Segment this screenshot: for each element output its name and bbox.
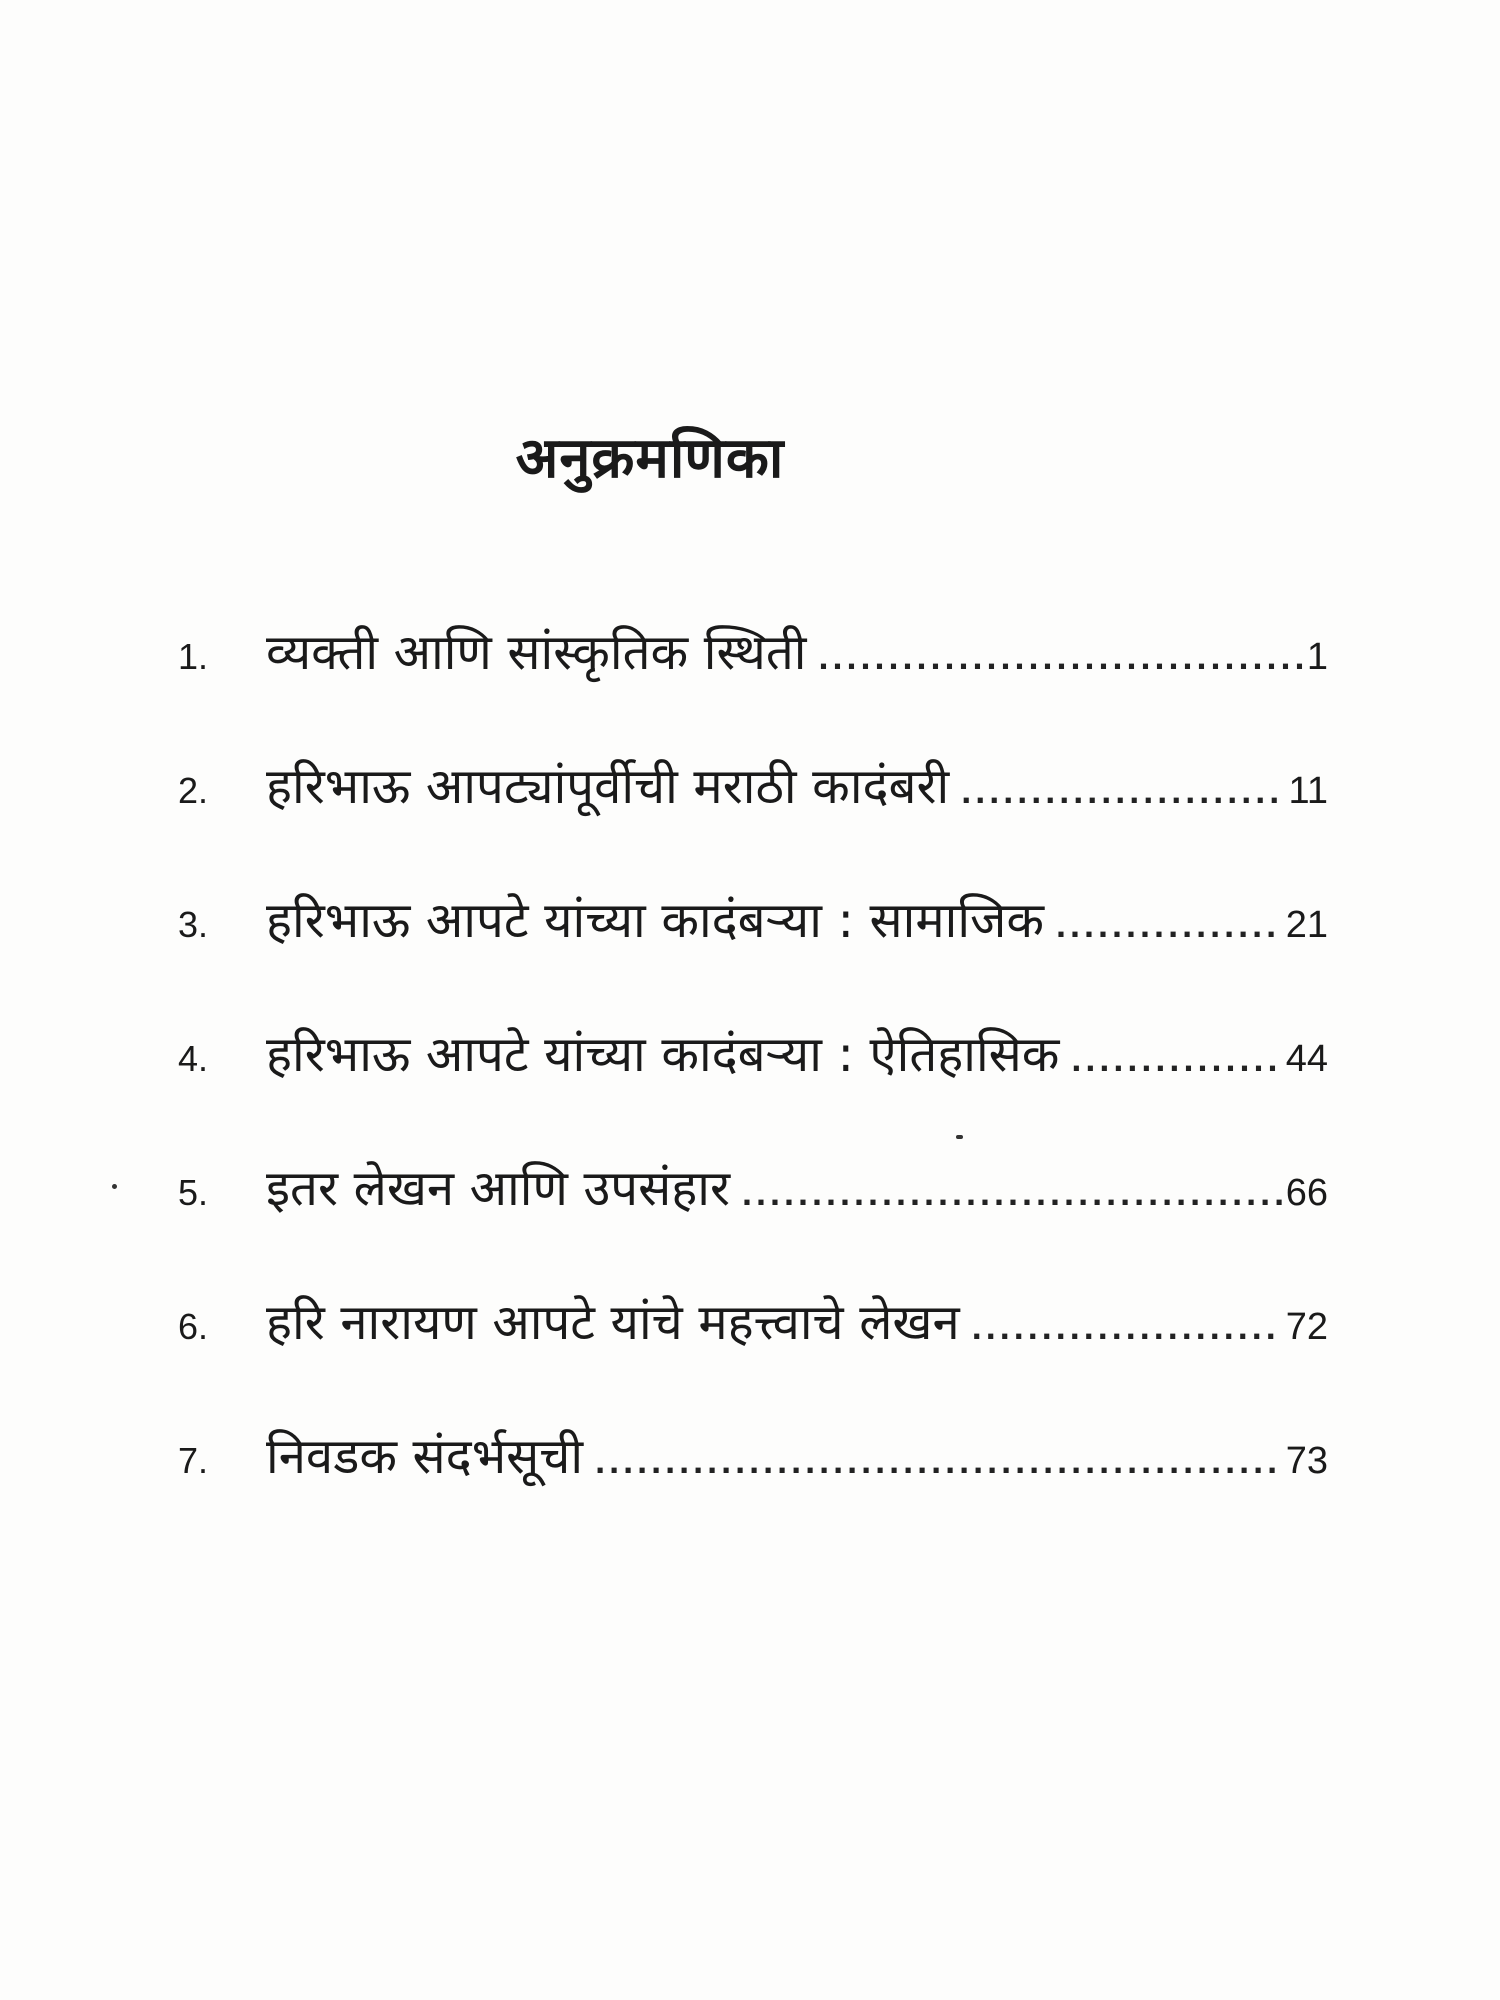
toc-entry-3 — [178, 886, 1328, 1020]
print-speck — [956, 1135, 963, 1139]
entry-page-number: 73 — [1285, 1440, 1328, 1482]
toc-entry-2 — [178, 752, 1328, 886]
entry-page-number: 44 — [1285, 1038, 1328, 1080]
dot-leader — [972, 1306, 1282, 1348]
toc-entry-1 — [178, 618, 1328, 752]
entry-title: हरिभाऊ आपटे यांच्या कादंबऱ्या : ऐतिहासिक — [266, 1026, 1060, 1083]
entry-title: हरि नारायण आपटे यांचे महत्त्वाचे लेखन — [266, 1294, 960, 1351]
entry-number: 6. — [178, 1306, 209, 1347]
table-of-contents — [178, 618, 1328, 1556]
entry-page-number: 72 — [1285, 1306, 1328, 1348]
entry-number: 5. — [178, 1172, 209, 1213]
dot-leader — [818, 636, 1302, 678]
print-speck — [112, 1184, 117, 1189]
dot-leader — [1071, 1038, 1281, 1080]
entry-page-number: 11 — [1288, 770, 1328, 812]
dot-leader — [595, 1440, 1282, 1482]
entry-page-number: 1 — [1306, 636, 1328, 678]
dot-leader — [742, 1172, 1282, 1214]
entry-title: हरिभाऊ आपट्यांपूर्वीची मराठी कादंबरी — [266, 758, 950, 815]
toc-entry-7 — [178, 1422, 1328, 1556]
entry-title: व्यक्ती आणि सांस्कृतिक स्थिती — [266, 624, 807, 681]
entry-number: 3. — [178, 904, 209, 945]
entry-number: 2. — [178, 770, 209, 811]
entry-number: 7. — [178, 1440, 209, 1481]
entry-number: 1. — [178, 636, 209, 677]
toc-entry-4 — [178, 1020, 1328, 1154]
entry-title: निवडक संदर्भसूची — [266, 1428, 584, 1485]
entry-page-number: 21 — [1285, 904, 1328, 946]
toc-entry-6 — [178, 1288, 1328, 1422]
entry-page-number: 66 — [1285, 1172, 1328, 1214]
dot-leader — [1056, 904, 1282, 946]
dot-leader — [961, 770, 1284, 812]
entry-title: इतर लेखन आणि उपसंहार — [266, 1160, 731, 1217]
toc-entry-5 — [178, 1154, 1328, 1288]
entry-title: हरिभाऊ आपटे यांच्या कादंबऱ्या : सामाजिक — [266, 892, 1045, 949]
entry-number: 4. — [178, 1038, 209, 1079]
page-title: अनुक्रमणिका — [515, 426, 785, 491]
